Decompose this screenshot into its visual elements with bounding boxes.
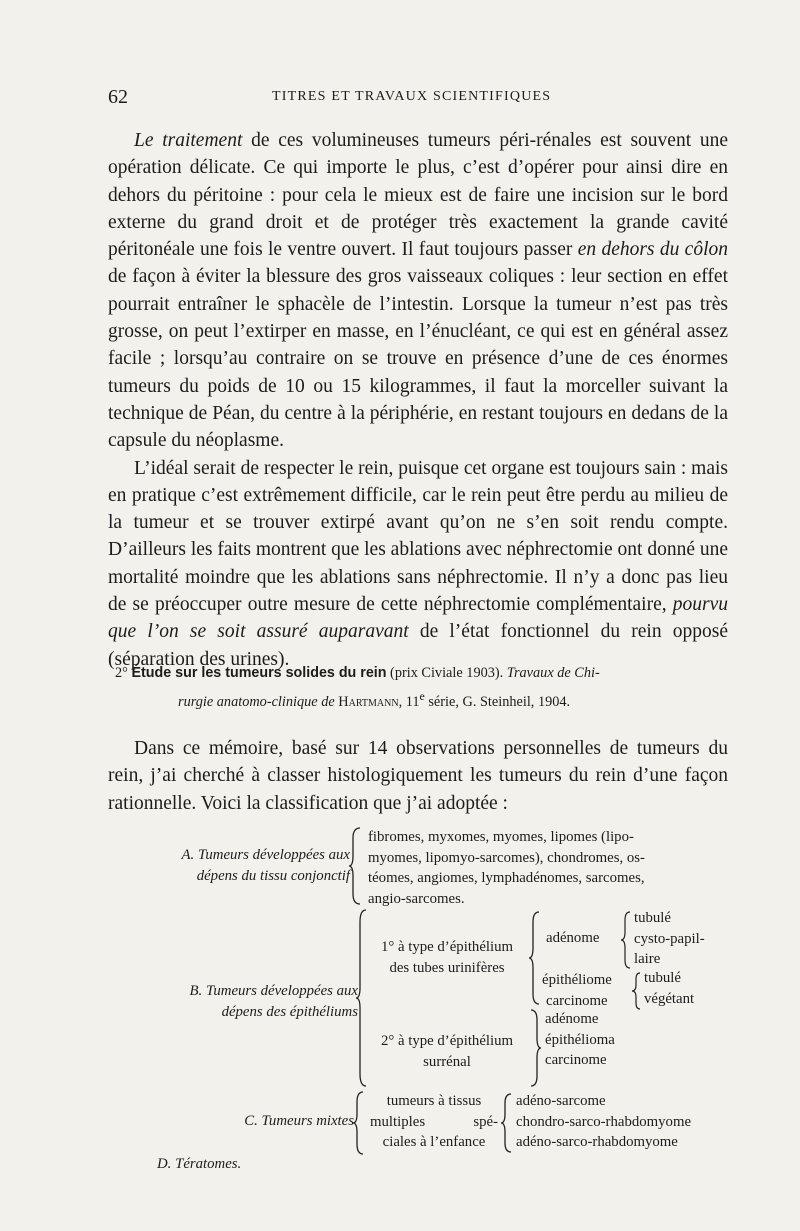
- bib-title: Étude sur les tumeurs solides du rein: [131, 665, 387, 681]
- epitheliome-types: [644, 968, 694, 1009]
- adenome-label: adénome: [546, 930, 600, 946]
- class-C-items: [516, 1091, 691, 1153]
- list-item: adéno-sarco-rhabdomyome: [516, 1134, 678, 1150]
- list-item: tubulé: [634, 910, 671, 926]
- brace-A: [348, 826, 364, 906]
- list-item: tubulé: [644, 970, 681, 986]
- list-item: carcinome: [545, 1052, 607, 1068]
- brace-B1: [528, 910, 542, 1006]
- list-item: végétant: [644, 990, 695, 1007]
- list-item: cysto-papil-: [634, 930, 705, 947]
- list-item: téomes, angiomes, lymphadénomes, sarcomes,: [368, 870, 645, 886]
- class-A-items: [368, 827, 718, 909]
- brace-B2: [528, 1008, 542, 1088]
- list-item: laire: [634, 951, 661, 967]
- list-item: adénome: [545, 1011, 599, 1027]
- paragraph-ideal: L’idéal serait de respecter le rein, puisque cet organe est toujours sain : mais en pratique c’est extrêmement difficile, car le rein peut être perdu au milieu de la tumeur et se trouver extirpé avant qu’on ne s’en soit rendu compte. D’ailleurs les faits montrent que les ablations avec néphrectomie ont donné une mortalité moindre que les ablations sans néphrectomie. Il n’y a donc pas lieu de se préoccuper outre mesure de cette néphrectomie complémentaire, pourvu que l’on se soit assuré auparavant de l’état fonctionnel du rein opposé (séparation des urines).: [108, 457, 729, 670]
- adenome-types: [634, 908, 705, 970]
- list-item: fibromes, myxomes, myomes, lipomes (lipo-: [368, 829, 634, 845]
- class-B-label: B. Tumeurs développées aux dépens des épithéliums: [189, 983, 358, 1020]
- bibliography-entry: 2° Étude sur les tumeurs solides du rein (prix Civiale 1903). Travaux de Chi- rurgie anatomo-clinique de Hartmann, 11e série, G. Steinheil, 1904.: [115, 665, 600, 710]
- list-item: myomes, lipomyo-sarcomes), chondromes, os-: [368, 849, 645, 866]
- treatment-section: [108, 127, 728, 673]
- epitheliome-label: épithéliome carcinome: [542, 972, 612, 1009]
- class-C-desc: tumeurs à tissus multiples spé- ciales à l’enfance: [370, 1093, 498, 1150]
- class-B2-items: [545, 1009, 615, 1071]
- brace-adenome: [620, 910, 632, 970]
- bib-number: 2°: [115, 665, 128, 681]
- paragraph-memoir: Dans ce mémoire, basé sur 14 observations personnelles de tumeurs du rein, j’ai cherché à classer histologiquement les tumeurs du rein d’une façon rationnelle. Voici la classification que j’ai adoptée :: [108, 738, 728, 814]
- class-A-label: A. Tumeurs développées aux dépens du tissu conjonctif: [181, 847, 350, 884]
- list-item: épithélioma: [545, 1031, 615, 1048]
- running-title: TITRES ET TRAVAUX SCIENTIFIQUES: [272, 89, 552, 104]
- brace-C-items: [500, 1092, 514, 1154]
- brace-epitheliome: [631, 971, 643, 1011]
- emphasis-traitement: Le traitement: [134, 130, 243, 151]
- paragraph-treatment: Le traitement de ces volumineuses tumeurs péri-rénales est souvent une opération délicate. Ce qui importe le plus, c’est d’opérer pour ainsi dire en dehors du péritoine : pour cela le mieux est de faire une incision sur le bord externe du grand droit et de protéger très exactement la grande cavité péritonéale une fois le ventre ouvert. Il faut toujours passer en dehors du côlon de façon à éviter la blessure des gros vaisseaux coliques : leur section en effet pourrait entraîner le sphacèle de l’intestin. Lorsque la tumeur n’est pas très grosse, on peut l’extirper en masse, en l’énucléant, ce qui est en général assez facile ; lorsqu’au contraire on se trouve en présence d’une de ces énormes tumeurs du poids de 10 ou 15 kilogrammes, il faut la morceller suivant la technique de Péan, du centre à la périphérie, en restant toujours en dedans de la capsule du néoplasme.: [108, 130, 729, 452]
- brace-C: [352, 1090, 366, 1156]
- class-B1-label: 1° à type d’épithélium des tubes urinifères: [380, 939, 514, 976]
- page-header: [0, 86, 800, 110]
- list-item: angio-sarcomes.: [368, 890, 465, 907]
- emphasis-pourvu: pourvu que l’on se soit assuré auparavant: [108, 594, 728, 643]
- class-C-label: C. Tumeurs mixtes: [244, 1113, 354, 1129]
- list-item: chondro-sarco-rhabdomyome: [516, 1113, 692, 1130]
- class-D-label: D. Tératomes.: [157, 1156, 242, 1172]
- list-item: adéno-sarcome: [516, 1093, 606, 1109]
- emphasis-colon: en dehors du côlon: [577, 239, 729, 261]
- page-number: 62: [108, 86, 128, 108]
- bib-author: Hartmann: [338, 693, 399, 710]
- class-B2-label: 2° à type d’épithélium surrénal: [380, 1033, 514, 1070]
- memoir-section: [108, 735, 728, 817]
